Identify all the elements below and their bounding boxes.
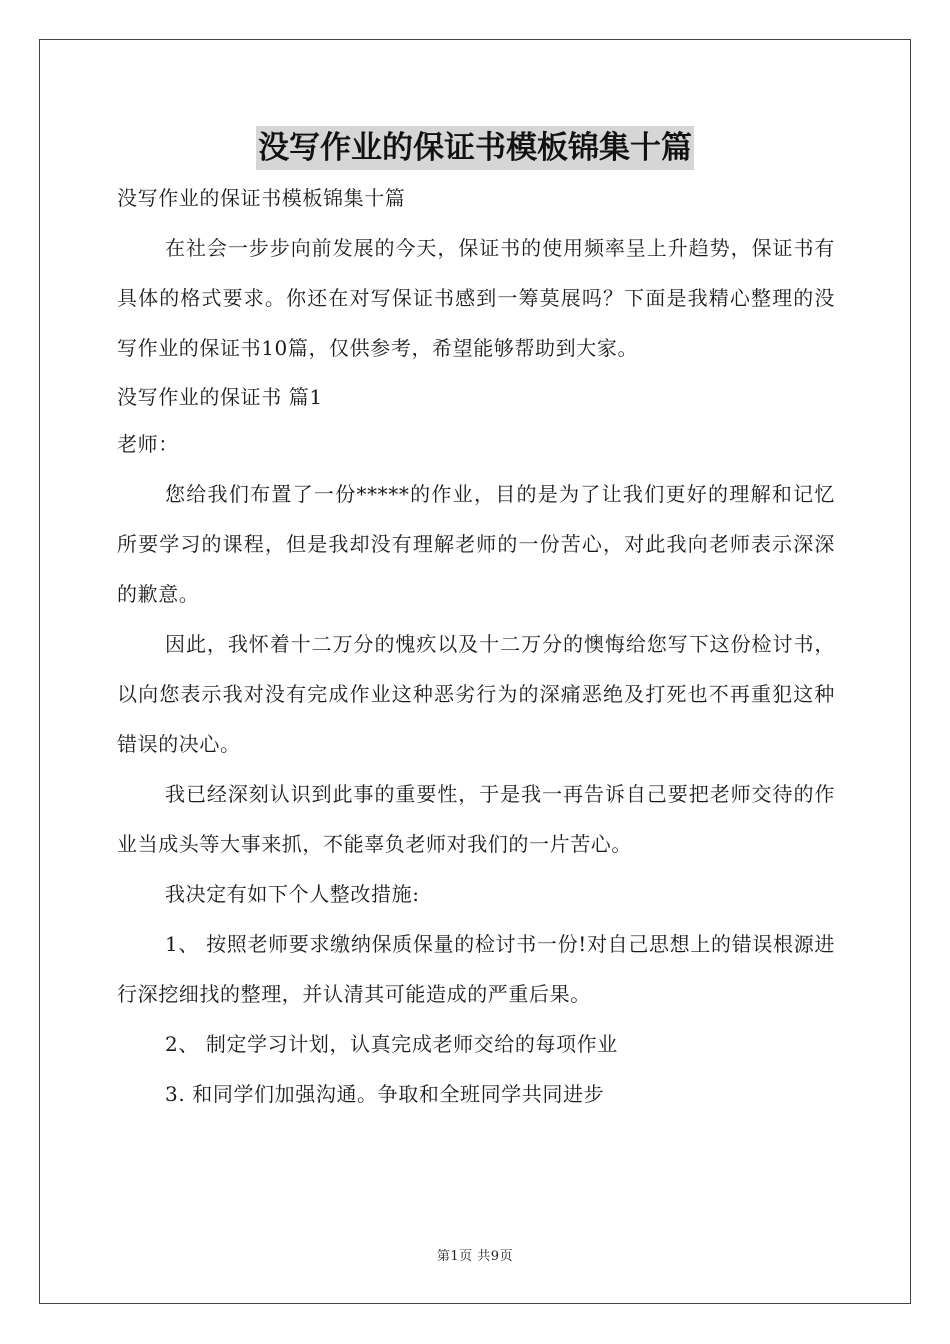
salutation: 老师： xyxy=(117,432,179,456)
page-footer: 第1页 共9页 xyxy=(436,1249,514,1264)
list-item: 2、 制定学习计划，认真完成老师交给的每项作业 xyxy=(165,1032,618,1056)
list-item: 3. 和同学们加强沟通。争取和全班同学共同进步 xyxy=(165,1082,605,1106)
document-title: 没写作业的保证书模板锦集十篇 xyxy=(256,126,694,170)
body-paragraph: 我已经深刻认识到此事的重要性，于是我一再告诉自己要把老师交待的作业当成头等大事来抓，不能辜负老师对我们的一片苦心。 xyxy=(117,782,835,856)
intro-paragraph: 在社会一步步向前发展的今天，保证书的使用频率呈上升趋势，保证书有具体的格式要求。你还在对写保证书感到一筹莫展吗？下面是我精心整理的没写作业的保证书10篇，仅供参考，希望能够帮助到大家。 xyxy=(117,236,835,360)
document-subtitle: 没写作业的保证书模板锦集十篇 xyxy=(117,186,406,210)
title-container xyxy=(0,126,950,170)
body-paragraph: 我决定有如下个人整改措施: xyxy=(165,882,420,906)
section-heading: 没写作业的保证书 篇1 xyxy=(117,385,323,409)
document-body xyxy=(117,180,835,1119)
list-item: 1、 按照老师要求缴纳保质保量的检讨书一份!对自己思想上的错误根源进行深挖细找的整理，并认清其可能造成的严重后果。 xyxy=(117,932,835,1006)
body-paragraph: 您给我们布置了一份*****的作业，目的是为了让我们更好的理解和记忆所要学习的课程，但是我却没有理解老师的一份苦心，对此我向老师表示深深的歉意。 xyxy=(117,482,835,606)
body-paragraph: 因此，我怀着十二万分的愧疚以及十二万分的懊悔给您写下这份检讨书，以向您表示我对没有完成作业这种恶劣行为的深痛恶绝及打死也不再重犯这种错误的决心。 xyxy=(117,632,835,756)
